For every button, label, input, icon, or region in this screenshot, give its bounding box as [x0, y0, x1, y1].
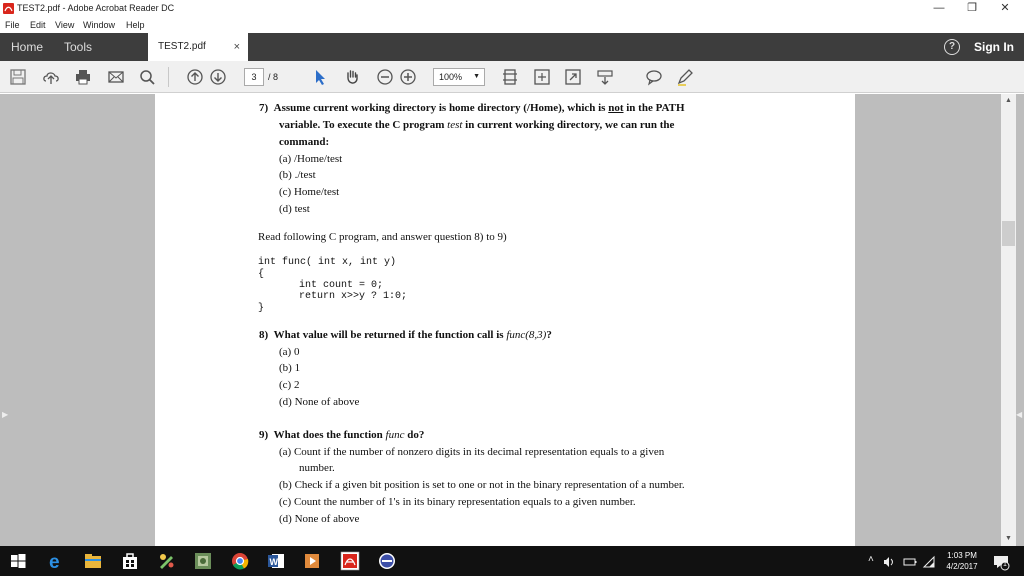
- q8-option: (d) None of above: [279, 396, 360, 408]
- svg-text:e: e: [49, 552, 60, 571]
- q9-option-continued: number.: [299, 462, 335, 474]
- show-hidden-icons-icon[interactable]: ˄: [868, 554, 874, 565]
- action-center-icon[interactable]: [992, 553, 1010, 571]
- system-clock[interactable]: [940, 550, 984, 572]
- scrollbar-thumb[interactable]: [1002, 221, 1015, 246]
- tab-home[interactable]: Home: [11, 40, 44, 54]
- q7-line-1: 7) Assume current working directory is home directory (/Home), which is not in the PATH: [259, 102, 685, 114]
- right-panel-toggle-icon[interactable]: ◀: [1016, 410, 1023, 419]
- q7-line-3: command:: [279, 136, 330, 148]
- window-title: TEST2.pdf - Adobe Acrobat Reader DC: [17, 3, 175, 13]
- pdf-page[interactable]: [155, 94, 855, 546]
- tab-bar: [0, 33, 1024, 61]
- q9-question: 9) What does the function func do?: [259, 429, 425, 441]
- highlight-pen-icon[interactable]: [676, 68, 694, 86]
- save-icon[interactable]: [9, 68, 27, 86]
- program-intro: Read following C program, and answer question 8) to 9): [258, 231, 507, 243]
- tab-tools[interactable]: Tools: [64, 40, 93, 54]
- sign-in-button[interactable]: Sign In: [974, 40, 1014, 54]
- q7-option: (c) Home/test: [279, 186, 340, 198]
- tab-document[interactable]: [148, 33, 248, 61]
- chevron-down-icon: ▼: [473, 73, 480, 80]
- toolbar: [0, 61, 1024, 93]
- paint-app-icon[interactable]: [157, 551, 177, 571]
- comment-icon[interactable]: [645, 68, 663, 86]
- clock-date: 4/2/2017: [946, 562, 978, 571]
- system-app-icon[interactable]: [193, 551, 213, 571]
- chrome-browser-icon[interactable]: [230, 551, 250, 571]
- scroll-down-icon[interactable]: ▼: [1005, 535, 1012, 542]
- close-tab-icon[interactable]: ×: [233, 41, 240, 53]
- q8-option: (a) 0: [279, 346, 300, 358]
- svg-text:W: W: [269, 557, 278, 567]
- store-icon[interactable]: [120, 551, 140, 571]
- menu-help[interactable]: Help: [126, 20, 145, 30]
- acrobat-reader-taskbar-icon[interactable]: [340, 551, 360, 571]
- help-icon[interactable]: ?: [944, 39, 960, 55]
- q9-option: (c) Count the number of 1's in its binary representation equals to a given number.: [279, 496, 636, 508]
- q7-option: (a) /Home/test: [279, 153, 343, 165]
- fit-page-icon[interactable]: [501, 68, 519, 86]
- windows-start-icon[interactable]: [8, 551, 28, 571]
- scroll-mode-icon[interactable]: [596, 68, 614, 86]
- restore-button[interactable]: ❐: [967, 2, 977, 14]
- clock-time: 1:03 PM: [947, 551, 977, 560]
- windows-taskbar: [0, 546, 1024, 576]
- minus-circle-app-icon[interactable]: [377, 551, 397, 571]
- zoom-level-value: 100%: [439, 72, 463, 82]
- menu-edit[interactable]: Edit: [30, 20, 46, 30]
- q9-option: (a) Count if the number of nonzero digits in its decimal representation equals to a given: [279, 446, 665, 458]
- zoom-in-icon[interactable]: [399, 68, 417, 86]
- left-panel-toggle-icon[interactable]: ▶: [2, 410, 9, 419]
- menu-bar: [0, 17, 1024, 33]
- code-line: return x>>y ? 1:0;: [299, 291, 408, 302]
- q7-option: (b) ./test: [279, 169, 316, 181]
- file-explorer-icon[interactable]: [83, 551, 103, 571]
- code-line: int func( int x, int y): [258, 257, 397, 268]
- title-bar: [0, 0, 1024, 17]
- document-viewer[interactable]: [0, 94, 1024, 546]
- hand-tool-icon[interactable]: [343, 68, 361, 86]
- code-line: {: [258, 269, 265, 280]
- fit-width-icon[interactable]: [533, 68, 551, 86]
- next-page-icon[interactable]: [209, 68, 227, 86]
- code-line: }: [258, 303, 265, 314]
- menu-view[interactable]: View: [55, 20, 75, 30]
- search-icon[interactable]: [138, 68, 156, 86]
- print-icon[interactable]: [74, 68, 92, 86]
- word-app-icon[interactable]: [266, 551, 286, 571]
- battery-icon[interactable]: [903, 555, 917, 569]
- q7-option: (d) test: [279, 203, 310, 215]
- notification-count: 1: [1003, 561, 1007, 568]
- zoom-out-icon[interactable]: [376, 68, 394, 86]
- zoom-level-dropdown[interactable]: [433, 68, 485, 86]
- q8-option: (b) 1: [279, 362, 301, 374]
- email-icon[interactable]: [107, 68, 125, 86]
- menu-file[interactable]: File: [5, 20, 20, 30]
- page-total: / 8: [268, 72, 279, 82]
- q8-option: (c) 2: [279, 379, 300, 391]
- media-player-icon[interactable]: [302, 551, 322, 571]
- upload-cloud-icon[interactable]: [42, 68, 60, 86]
- edge-browser-icon[interactable]: [46, 551, 66, 571]
- select-pointer-icon[interactable]: [311, 68, 329, 86]
- menu-window[interactable]: Window: [83, 20, 116, 30]
- q9-option: (d) None of above: [279, 513, 360, 525]
- wifi-icon[interactable]: [922, 555, 936, 569]
- volume-icon[interactable]: [882, 555, 896, 569]
- minimize-button[interactable]: —: [933, 2, 945, 14]
- scroll-up-icon[interactable]: ▲: [1005, 97, 1012, 104]
- code-line: int count = 0;: [299, 280, 384, 291]
- full-screen-icon[interactable]: [564, 68, 582, 86]
- page-number-input[interactable]: 3: [244, 68, 264, 86]
- q8-question: 8) What value will be returned if the function call is func(8,3)?: [259, 329, 552, 341]
- document-tab-label: TEST2.pdf: [158, 41, 206, 52]
- toolbar-divider: [168, 67, 169, 87]
- vertical-scrollbar[interactable]: [1001, 94, 1016, 546]
- q7-line-2: variable. To execute the C program test in current working directory, we can run the: [279, 119, 675, 131]
- acrobat-app-icon: [3, 3, 14, 14]
- close-button[interactable]: ✕: [1000, 2, 1010, 14]
- previous-page-icon[interactable]: [186, 68, 204, 86]
- q9-option: (b) Check if a given bit position is set to one or not in the binary representation of a number.: [279, 479, 685, 491]
